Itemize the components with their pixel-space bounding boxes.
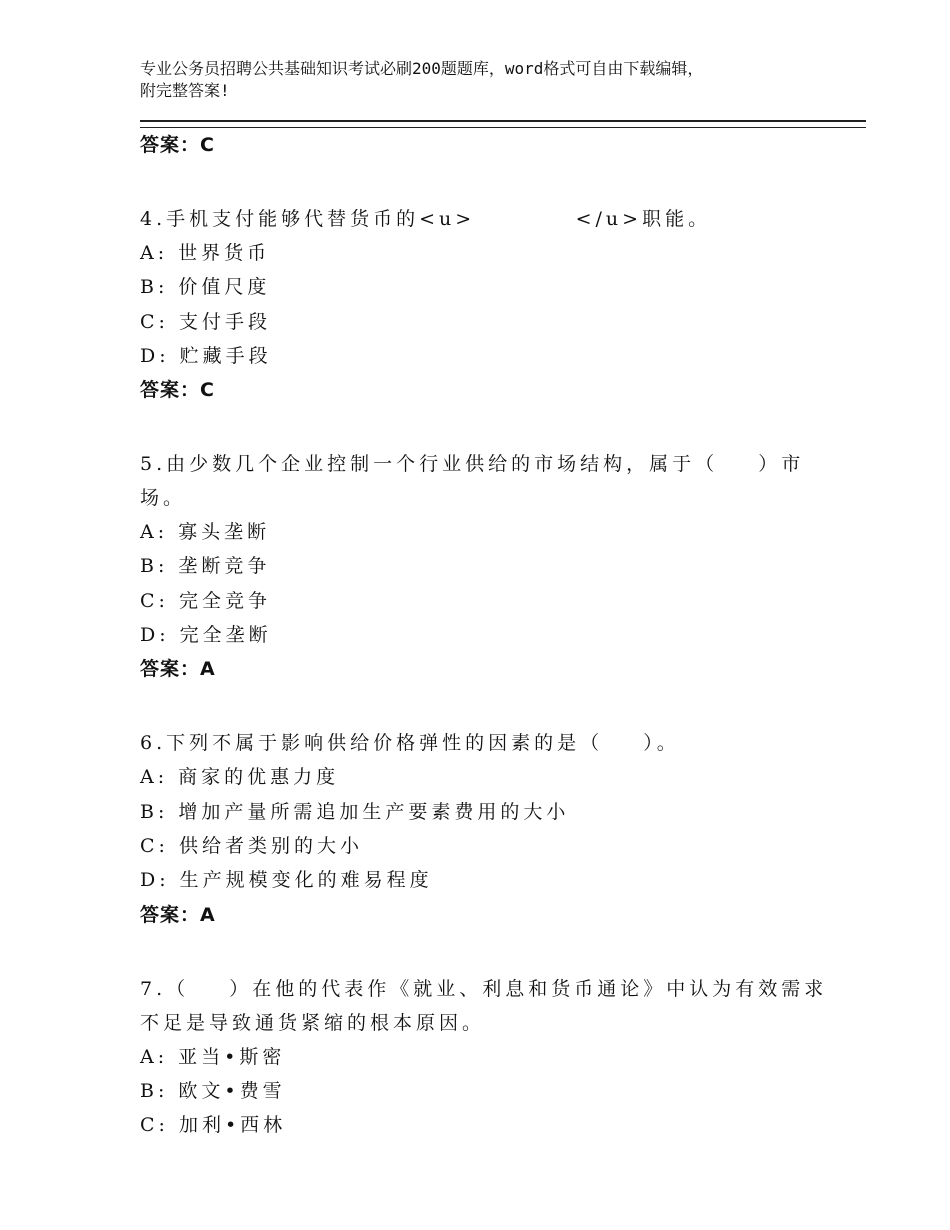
previous-answer: 答案：C bbox=[140, 134, 215, 156]
question-7 bbox=[140, 972, 860, 1143]
header-line-2: 附完整答案! bbox=[140, 81, 230, 100]
option-a: A: 寡头垄断 bbox=[140, 521, 271, 544]
question-text: 4.手机支付能够代替货币的<u> </u>职能。 bbox=[140, 208, 712, 230]
question-text: 7.（ ）在他的代表作《就业、利息和货币通论》中认为有效需求 不足是导致通货紧缩的根本原因。 bbox=[140, 977, 828, 1034]
option-d: D: 贮藏手段 bbox=[140, 344, 272, 367]
question-text: 6.下列不属于影响供给价格弹性的因素的是（ ）。 bbox=[140, 732, 680, 755]
document-body bbox=[140, 128, 860, 1142]
answer: 答案：A bbox=[140, 903, 216, 926]
option-d: D: 完全垄断 bbox=[140, 624, 272, 647]
option-c: C: 完全竞争 bbox=[140, 589, 271, 612]
option-b: B: 垄断竞争 bbox=[140, 555, 271, 578]
question-text: 5.由少数几个企业控制一个行业供给的市场结构，属于（ ）市 场。 bbox=[140, 453, 805, 510]
option-b: B: 价值尺度 bbox=[140, 276, 271, 299]
question-4 bbox=[140, 202, 860, 407]
header-line-1: 专业公务员招聘公共基础知识考试必刷200题题库，word格式可自由下载编辑， bbox=[140, 59, 704, 78]
question-6 bbox=[140, 726, 860, 931]
option-c: C: 支付手段 bbox=[140, 310, 271, 333]
header-divider bbox=[140, 120, 866, 128]
option-a: A: 商家的优惠力度 bbox=[140, 766, 340, 789]
answer: 答案：A bbox=[140, 658, 216, 681]
option-c: C: 供给者类别的大小 bbox=[140, 834, 363, 857]
answer: 答案：C bbox=[140, 379, 215, 402]
option-a: A: 亚当•斯密 bbox=[140, 1045, 286, 1068]
option-b: B: 欧文•费雪 bbox=[140, 1079, 286, 1102]
option-a: A: 世界货币 bbox=[140, 242, 271, 264]
option-b: B: 增加产量所需追加生产要素费用的大小 bbox=[140, 800, 570, 823]
option-d: D: 生产规模变化的难易程度 bbox=[140, 869, 433, 892]
option-c: C: 加利•西林 bbox=[140, 1114, 287, 1137]
question-5 bbox=[140, 447, 860, 686]
document-header bbox=[140, 58, 840, 102]
